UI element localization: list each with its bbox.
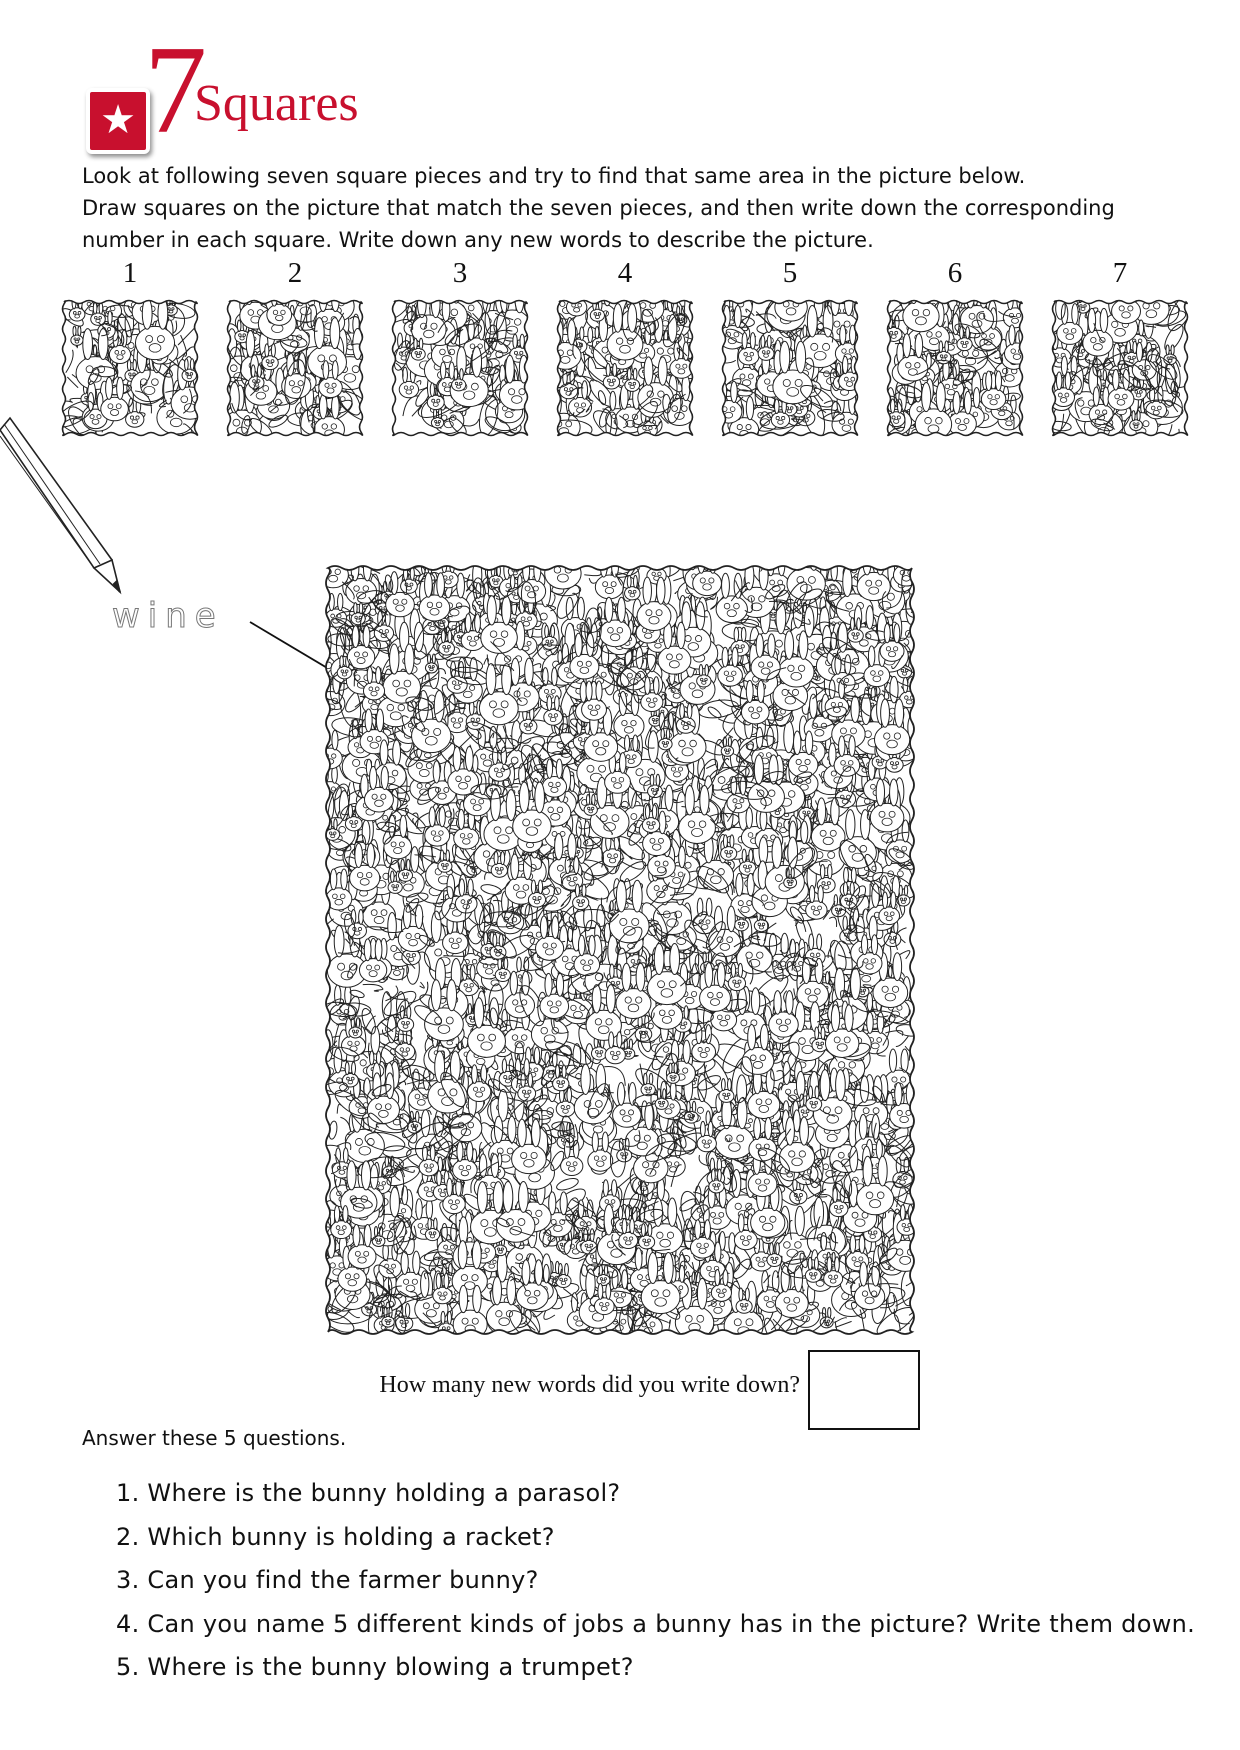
square-piece[interactable] xyxy=(883,256,1027,456)
piece-drawing xyxy=(553,296,697,440)
question-item: 1. Where is the bunny holding a parasol? xyxy=(116,1479,621,1507)
star-icon: ★ xyxy=(86,88,150,154)
example-word: wine xyxy=(112,596,224,636)
piece-drawing xyxy=(1048,296,1192,440)
piece-drawing xyxy=(718,296,862,440)
instruction-line: Look at following seven square pieces and try to find that same area in the picture below. xyxy=(82,164,1026,188)
square-piece[interactable] xyxy=(1048,256,1192,456)
piece-number: 3 xyxy=(452,257,468,289)
piece-number: 5 xyxy=(782,257,798,289)
count-answer-box[interactable] xyxy=(808,1350,920,1430)
pencil-icon xyxy=(0,410,140,600)
square-piece[interactable] xyxy=(388,256,532,456)
piece-number: 2 xyxy=(287,257,303,289)
piece-drawing xyxy=(883,296,1027,440)
instruction-line: Draw squares on the picture that match the seven pieces, and then write down the corresponding xyxy=(82,196,1115,220)
question-item: 3. Can you find the farmer bunny? xyxy=(116,1566,539,1594)
piece-number: 1 xyxy=(122,257,138,289)
square-piece[interactable] xyxy=(223,256,367,456)
instruction-line: number in each square. Write down any new words to describe the picture. xyxy=(82,228,874,252)
question-item: 2. Which bunny is holding a racket? xyxy=(116,1522,555,1551)
answer-heading: Answer these 5 questions. xyxy=(82,1426,347,1450)
brand-logo xyxy=(82,21,382,160)
main-picture[interactable] xyxy=(320,560,920,1340)
piece-number: 4 xyxy=(617,257,633,289)
piece-number: 7 xyxy=(1112,257,1128,289)
square-piece[interactable] xyxy=(718,256,862,456)
square-piece[interactable] xyxy=(553,256,697,456)
logo-number: 7 xyxy=(144,21,207,160)
count-question: How many new words did you write down? xyxy=(379,1372,800,1398)
piece-drawing xyxy=(223,296,367,440)
question-list xyxy=(116,1472,1216,1690)
piece-number: 6 xyxy=(947,257,963,289)
question-item: 4. Can you name 5 different kinds of jobs a bunny has in the picture? Write them down. xyxy=(116,1609,1196,1638)
question-item: 5. Where is the bunny blowing a trumpet? xyxy=(116,1653,634,1681)
piece-drawing xyxy=(388,296,532,440)
instructions xyxy=(82,160,1182,256)
square-pieces xyxy=(58,256,1188,456)
logo-word: Squares xyxy=(194,75,359,132)
